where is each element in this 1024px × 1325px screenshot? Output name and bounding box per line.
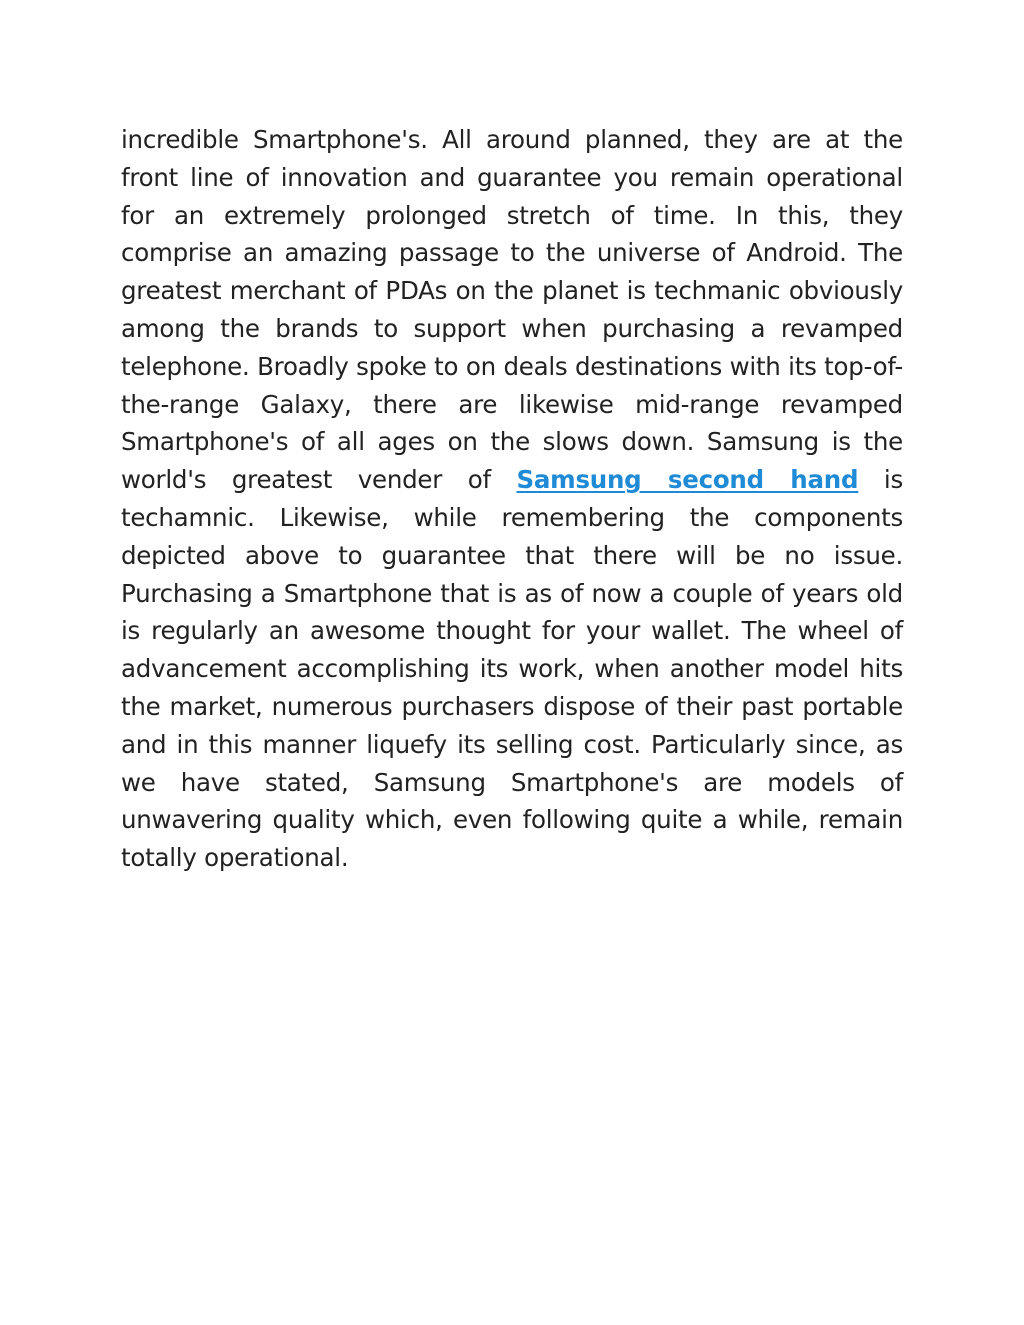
body-paragraph [121,121,903,877]
paragraph-text-before-link: incredible Smartphone's. All around planned, they are at the front line of innovation and guarantee you remain operational for an extremely prolonged stretch of time. In this, they comprise an amazing passage to the universe of Android. The greatest merchant of PDAs on the planet is techmanic obviously among the brands to support when purchasing a revamped telephone. Broadly spoke to on deals destinations with its top-of-the-range Galaxy, there are likewise mid-range revamped Smartphone's of all ages on the slows down. Samsung is the world's greatest vender of [121,125,903,495]
paragraph-text-after-link: is techamnic. Likewise, while remembering the components depicted above to guarantee that there will be no issue. Purchasing a Smartphone that is as of now a couple of years old is regularly an awesome thought for your wallet. The wheel of advancement accomplishing its work, when another model hits the market, numerous purchasers dispose of their past portable and in this manner liquefy its selling cost. Particularly since, as we have stated, Samsung Smartphone's are models of unwavering quality which, even following quite a while, remain totally operational. [121,465,903,873]
samsung-second-hand-link[interactable]: Samsung second hand [516,465,859,495]
